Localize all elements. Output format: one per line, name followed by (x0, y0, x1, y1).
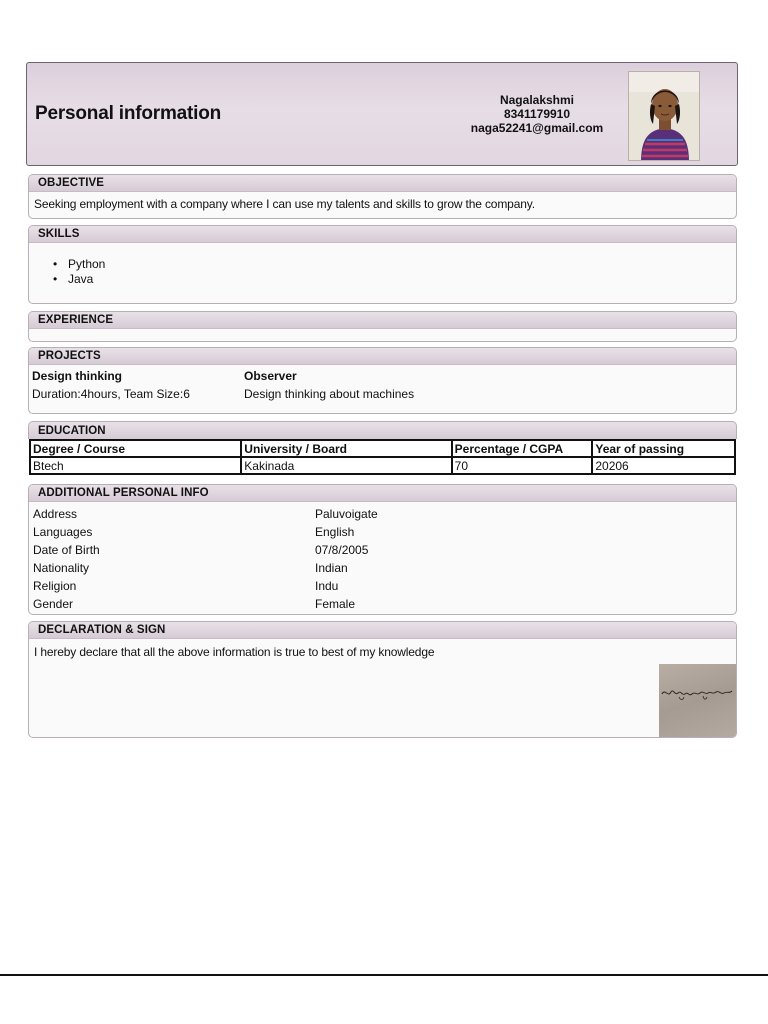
info-label: Date of Birth (33, 543, 100, 557)
experience-section (28, 311, 737, 342)
project-details: Duration:4hours, Team Size:6 (32, 387, 190, 401)
info-label: Gender (33, 597, 74, 611)
info-row-date-of-birth (33, 542, 633, 560)
info-value: English (315, 525, 355, 539)
percentage-cell: 70 (452, 457, 593, 474)
info-value: Indian (315, 561, 348, 575)
objective-section (28, 174, 737, 219)
info-label: Languages (33, 525, 93, 539)
signature-scribble-icon (659, 664, 737, 738)
column-header: Degree / Course (30, 440, 241, 457)
skills-list (53, 257, 105, 287)
column-header: University / Board (241, 440, 451, 457)
list-item: • Java (53, 272, 105, 287)
project-role: Observer (244, 369, 297, 383)
candidate-name: Nagalakshmi (499, 93, 575, 107)
page-title: Personal information (35, 103, 222, 124)
info-label: Religion (33, 579, 77, 593)
candidate-email: naga52241@gmail.com (470, 121, 604, 135)
info-label: Address (33, 507, 78, 521)
experience-heading: EXPERIENCE (29, 312, 736, 329)
projects-heading: PROJECTS (29, 348, 736, 365)
declaration-section (28, 621, 737, 738)
table-row (30, 457, 735, 474)
skills-heading: SKILLS (29, 226, 736, 243)
declaration-text: I hereby declare that all the above information is true to best of my knowledge (34, 645, 435, 659)
project-description: Design thinking about machines (244, 387, 415, 401)
contact-block (437, 93, 637, 135)
info-value: Indu (315, 579, 339, 593)
column-header: Percentage / CGPA (452, 440, 593, 457)
table-header-row (30, 440, 735, 457)
info-row-nationality (33, 560, 633, 578)
info-row-address (33, 506, 633, 524)
list-item: • Python (53, 257, 105, 272)
objective-text: Seeking employment with a company where I can use my talents and skills to grow the company. (34, 197, 535, 211)
signature-image (659, 664, 737, 738)
declaration-heading: DECLARATION & SIGN (29, 622, 736, 639)
education-heading: EDUCATION (28, 421, 737, 439)
info-value: Female (315, 597, 356, 611)
year-cell: 20206 (592, 457, 735, 474)
info-row-religion (33, 578, 633, 596)
projects-section (28, 347, 737, 414)
bottom-rule (0, 974, 768, 976)
additional-info-section (28, 484, 737, 615)
skills-section (28, 225, 737, 304)
objective-heading: OBJECTIVE (29, 175, 736, 192)
education-table (29, 439, 736, 475)
profile-photo (628, 71, 700, 161)
project-name: Design thinking (32, 369, 122, 383)
university-cell: Kakinada (241, 457, 451, 474)
info-value: Paluvoigate (315, 507, 378, 521)
info-value: 07/8/2005 (315, 543, 369, 557)
info-row-languages (33, 524, 633, 542)
candidate-phone: 8341179910 (503, 107, 571, 121)
info-grid (33, 506, 633, 614)
additional-info-heading: ADDITIONAL PERSONAL INFO (29, 485, 736, 502)
person-photo-icon (629, 72, 700, 161)
info-row-gender (33, 596, 633, 614)
info-label: Nationality (33, 561, 90, 575)
degree-cell: Btech (30, 457, 241, 474)
column-header: Year of passing (592, 440, 735, 457)
personal-info-header (26, 62, 738, 166)
